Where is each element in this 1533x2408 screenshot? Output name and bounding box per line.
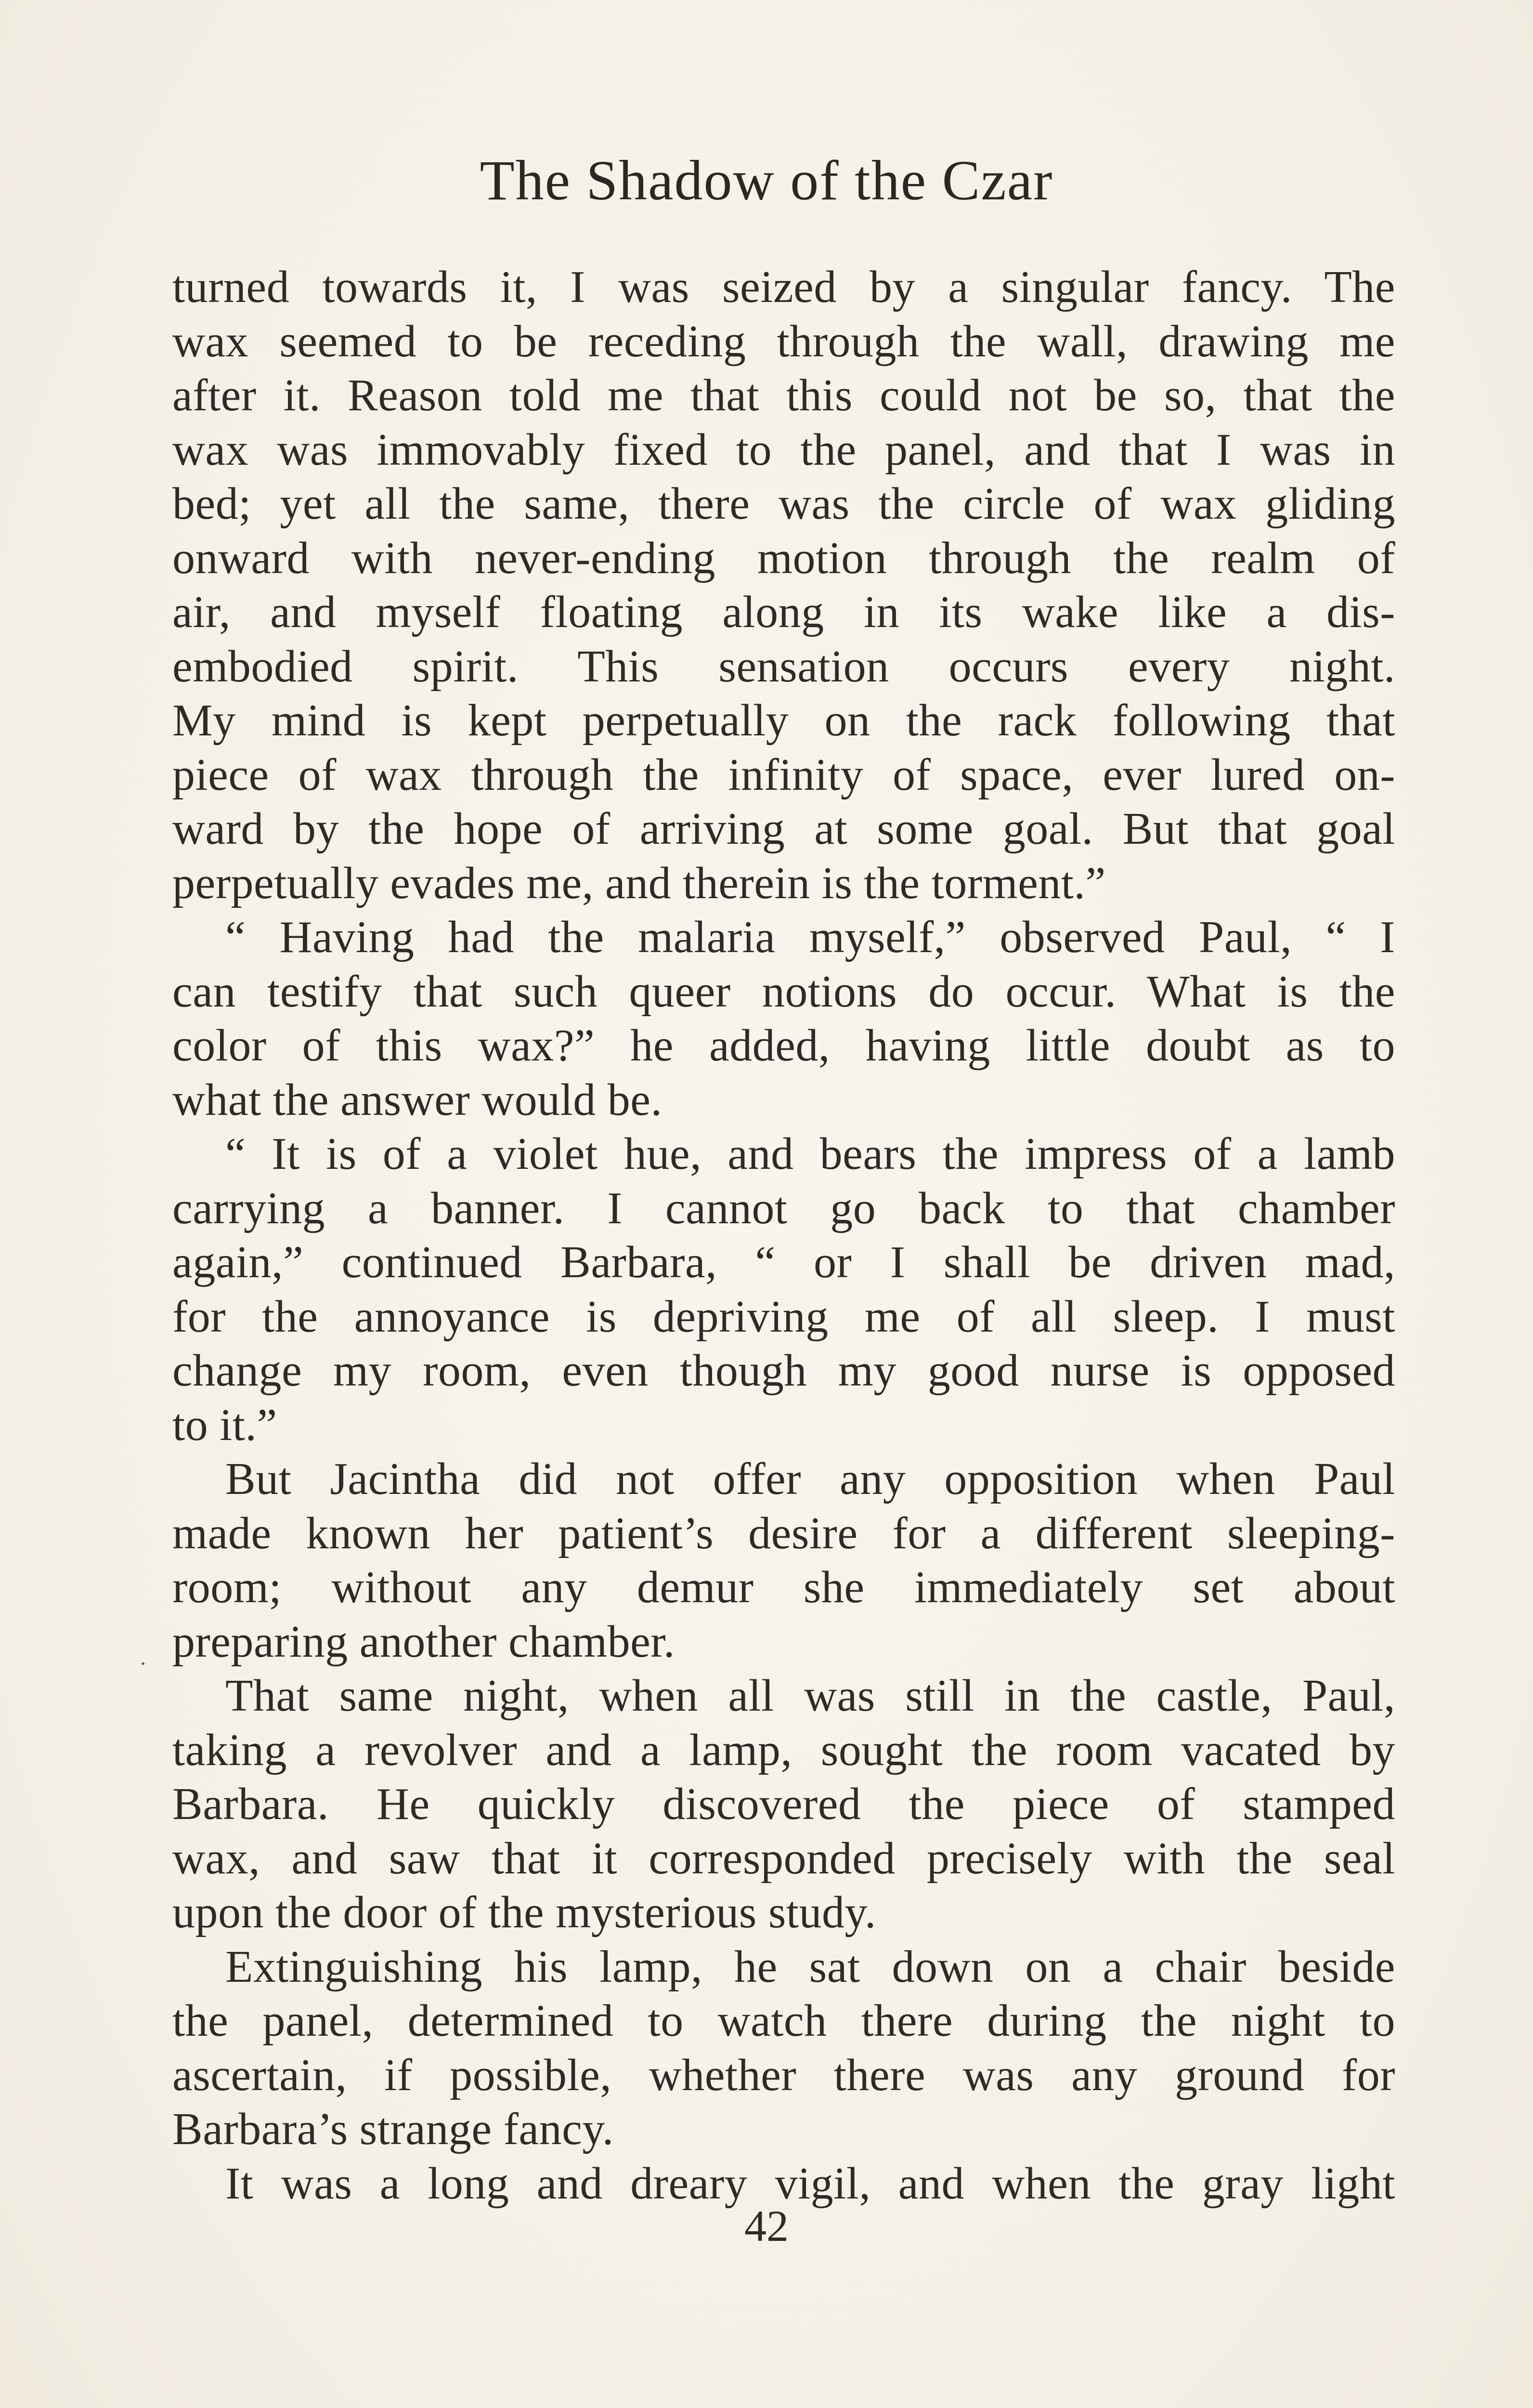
ink-speck <box>142 1662 144 1665</box>
text-line: turned towards it, I was seized by a singular fancy. The <box>172 262 1395 312</box>
text-line: bed; yet all the same, there was the circle of wax gliding <box>172 479 1395 529</box>
running-title: The Shadow of the Czar <box>480 149 1053 212</box>
text-line: onward with never-ending motion through the realm of <box>172 533 1395 583</box>
text-line: ward by the hope of arriving at some goal. But that goal <box>172 804 1395 854</box>
text-line: My mind is kept perpetually on the rack following that <box>172 695 1395 746</box>
text-line: piece of wax through the infinity of space, ever lured on- <box>172 749 1395 800</box>
text-line: wax, and saw that it corresponded precisely with the seal <box>172 1833 1395 1884</box>
text-line: air, and myself floating along in its wake like a dis- <box>172 587 1395 637</box>
text-line: the panel, determined to watch there during the night to <box>172 1996 1395 2046</box>
text-line: change my room, even though my good nurse is opposed <box>172 1346 1395 1396</box>
text-line: perpetually evades me, and therein is the torment.” <box>172 858 1106 908</box>
page-number: 42 <box>744 2201 789 2251</box>
text-line: Extinguishing his lamp, he sat down on a chair beside <box>225 1941 1395 1992</box>
text-line: what the answer would be. <box>172 1074 663 1125</box>
text-line: can testify that such queer notions do occur. What is the <box>172 966 1395 1017</box>
text-line: wax was immovably fixed to the panel, and that I was in <box>172 424 1395 475</box>
text-line: taking a revolver and a lamp, sought the room vacated by <box>172 1725 1395 1775</box>
text-line: made known her patient’s desire for a different sleeping- <box>172 1508 1395 1558</box>
text-line: It was a long and dreary vigil, and when the gray light <box>225 2158 1395 2209</box>
text-line: again,” continued Barbara, “ or I shall be driven mad, <box>172 1237 1395 1287</box>
body-text <box>172 260 1395 2211</box>
text-line: to it.” <box>172 1400 277 1450</box>
text-line: preparing another chamber. <box>172 1616 675 1667</box>
text-line: for the annoyance is depriving me of all sleep. I must <box>172 1291 1395 1342</box>
text-line: “ It is of a violet hue, and bears the impress of a lamb <box>225 1129 1395 1179</box>
text-line: That same night, when all was still in the castle, Paul, <box>225 1671 1395 1721</box>
text-line: upon the door of the mysterious study. <box>172 1887 876 1937</box>
text-line: “ Having had the malaria myself,” observed Paul, “ I <box>225 912 1395 962</box>
text-line: room; without any demur she immediately set about <box>172 1562 1395 1612</box>
text-line: after it. Reason told me that this could not be so, that the <box>172 370 1395 420</box>
text-line: wax seemed to be receding through the wall, drawing me <box>172 316 1395 366</box>
text-line: But Jacintha did not offer any opposition when Paul <box>225 1454 1395 1504</box>
text-line: color of this wax?” he added, having little doubt as to <box>172 1021 1395 1071</box>
text-line: Barbara. He quickly discovered the piece of stamped <box>172 1779 1395 1829</box>
text-line: Barbara’s strange fancy. <box>172 2104 614 2154</box>
text-line: embodied spirit. This sensation occurs every night. <box>172 641 1395 692</box>
text-line: carrying a banner. I cannot go back to that chamber <box>172 1183 1395 1233</box>
text-line: ascertain, if possible, whether there was any ground for <box>172 2050 1395 2100</box>
